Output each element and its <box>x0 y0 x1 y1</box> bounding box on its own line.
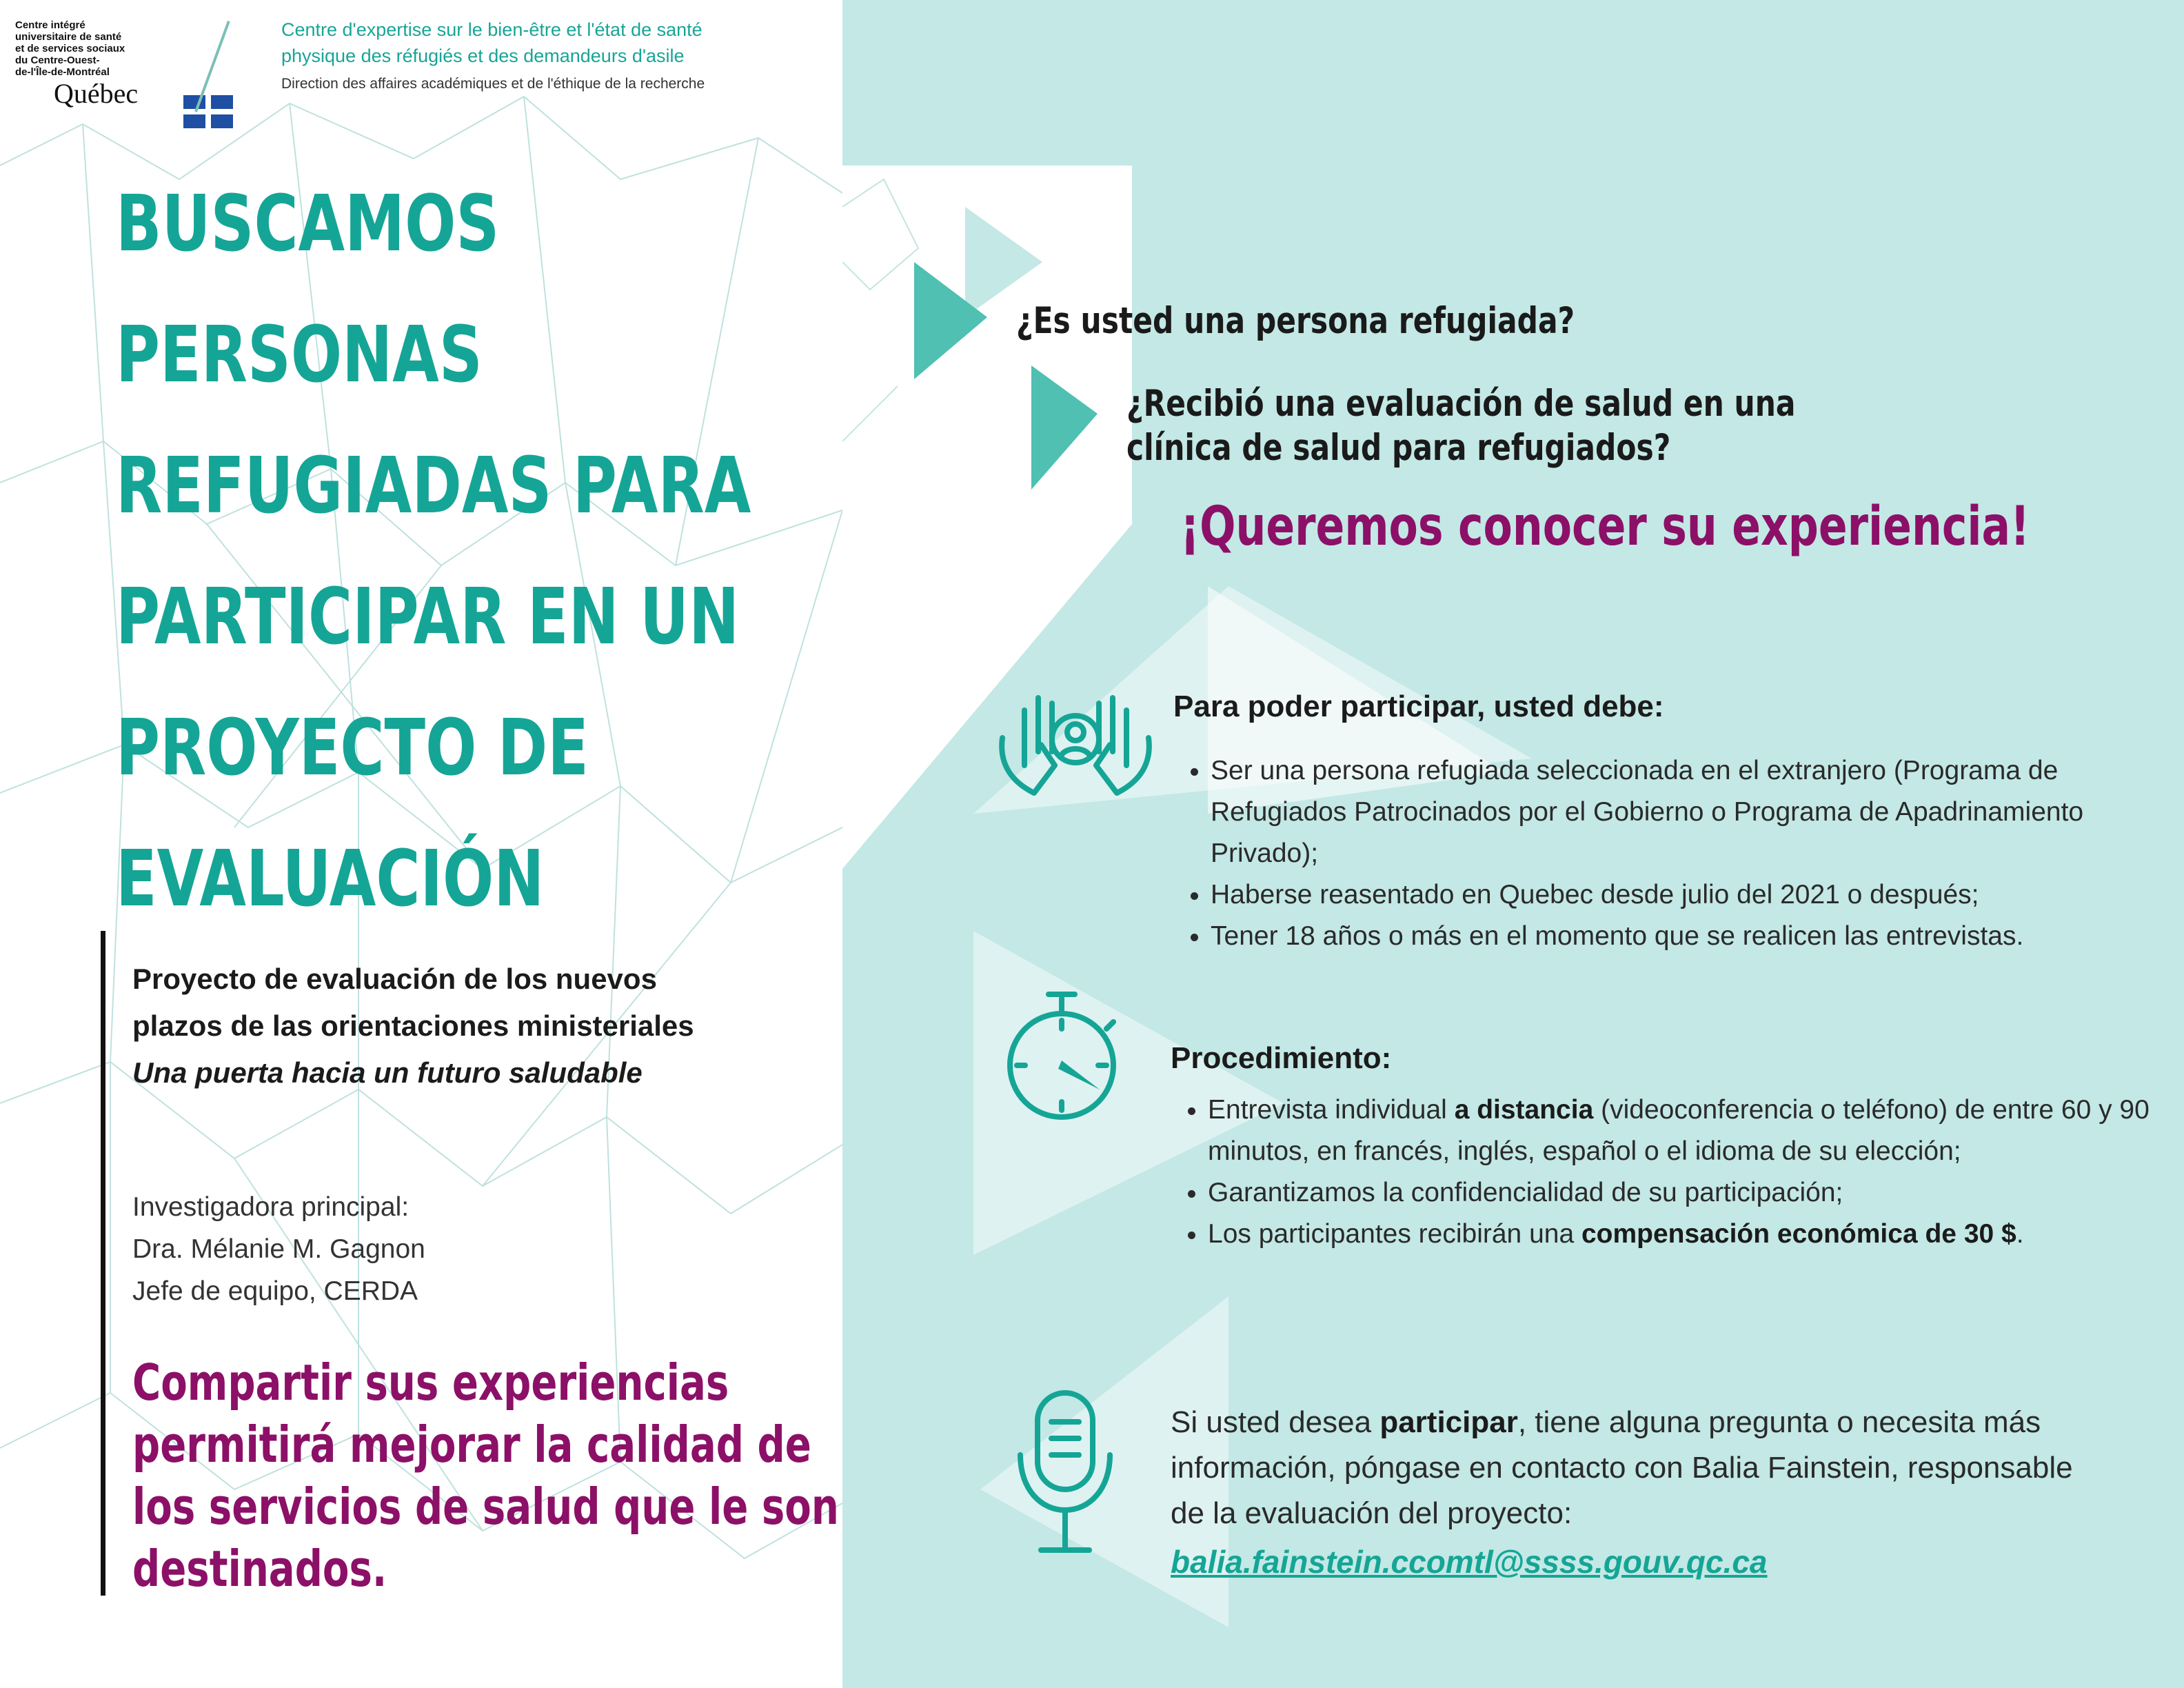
hands-person-icon <box>993 683 1158 807</box>
experience-callout: ¡Queremos conocer su experiencia! <box>1180 496 2030 558</box>
headline-line: REFUGIADAS PARA <box>116 441 751 531</box>
item-text: (videoconferencia o teléfono) de entre 60 y 90 minutos, en francés, inglés, español o el idioma de su elección; <box>1208 1095 2150 1166</box>
org-name <box>15 19 160 78</box>
investigator-line: Investigadora principal: <box>132 1192 410 1222</box>
project-title <box>132 956 753 1096</box>
question-evaluation <box>1126 382 1796 470</box>
list-item: • Garantizamos la confidencialidad de su participación; <box>1208 1172 2166 1214</box>
question-line: clínica de salud para refugiados? <box>1126 427 1671 469</box>
investigator-line: Jefe de equipo, CERDA <box>132 1276 418 1306</box>
share-message <box>132 1352 839 1600</box>
org-line: universitaire de santé <box>15 31 122 43</box>
direction-text: Direction des affaires académiques et de l'éthique de la recherche <box>281 76 705 92</box>
contact-bold: participar <box>1379 1405 1518 1439</box>
list-item: • Ser una persona refugiada seleccionada en el extranjero (Programa de Refugiados Patrocinados por el Gobierno o Programa de Apadrinamiento Privado); <box>1211 750 2162 874</box>
centre-name <box>281 17 702 69</box>
investigator-info <box>132 1186 425 1312</box>
item-text: . <box>2016 1219 2024 1249</box>
headline <box>116 159 751 945</box>
share-line: permitirá mejorar la calidad de <box>132 1416 811 1474</box>
headline-line: PROYECTO DE <box>116 703 589 793</box>
project-title-italic: Una puerta hacia un futuro saludable <box>132 1056 643 1089</box>
centre-line: Centre d'expertise sur le bien-être et l'état de santé <box>281 19 702 40</box>
share-line: destinados. <box>132 1540 387 1598</box>
item-text: Entrevista individual <box>1208 1095 1455 1125</box>
investigator-line: Dra. Mélanie M. Gagnon <box>132 1234 425 1264</box>
procedure-title: Procedimiento: <box>1171 1041 1392 1075</box>
headline-line: EVALUACIÓN <box>116 834 545 924</box>
share-line: los servicios de salud que le son <box>132 1478 839 1536</box>
contact-part: Si usted desea <box>1171 1405 1380 1439</box>
cisss-logo <box>15 19 222 116</box>
item-bold: compensación económica de 30 $ <box>1581 1219 2016 1249</box>
org-line: de-l'Île-de-Montréal <box>15 66 110 78</box>
contact-part: , tiene alguna pregunta o necesita más información, póngase en contacto con Balia Fainstein, responsable de la evaluación del proyecto: <box>1171 1405 2073 1530</box>
list-item <box>1208 1214 2166 1255</box>
list-item <box>1208 1089 2166 1172</box>
headline-line: BUSCAMOS <box>116 179 500 269</box>
eligibility-list <box>1172 750 2162 957</box>
contact-text <box>1171 1400 2081 1536</box>
eligibility-title: Para poder participar, usted debe: <box>1173 690 1664 723</box>
stopwatch-icon <box>1003 986 1120 1124</box>
org-line: du Centre-Ouest- <box>15 54 100 66</box>
procedure-list <box>1169 1089 2166 1255</box>
left-panel <box>0 0 842 1688</box>
question-refugee: ¿Es usted una persona refugiada? <box>1016 300 1575 342</box>
list-item: • Tener 18 años o más en el momento que se realicen las entrevistas. <box>1211 916 2162 957</box>
list-item: • Haberse reasentado en Quebec desde julio del 2021 o después; <box>1211 874 2162 916</box>
project-title-text: Proyecto de evaluación de los nuevos plazos de las orientaciones ministeriales <box>132 963 694 1042</box>
item-text: Los participantes recibirán una <box>1208 1219 1581 1249</box>
quebec-flag-icon <box>183 95 233 128</box>
question-line: ¿Recibió una evaluación de salud en una <box>1126 383 1796 425</box>
contact-email-link[interactable]: balia.fainstein.ccomtl@ssss.gouv.qc.ca <box>1171 1544 1768 1580</box>
org-line: et de services sociaux <box>15 43 125 54</box>
quebec-wordmark: Québec <box>54 78 139 109</box>
centre-line: physique des réfugiés et des demandeurs d'asile <box>281 46 685 66</box>
headline-line: PERSONAS <box>116 310 483 400</box>
org-line: Centre intégré <box>15 19 85 31</box>
microphone-icon <box>1013 1386 1117 1558</box>
item-bold: a distancia <box>1454 1095 1594 1125</box>
vertical-rule <box>101 931 105 1596</box>
headline-line: PARTICIPAR EN UN <box>116 572 740 662</box>
share-line: Compartir sus experiencias <box>132 1354 729 1411</box>
